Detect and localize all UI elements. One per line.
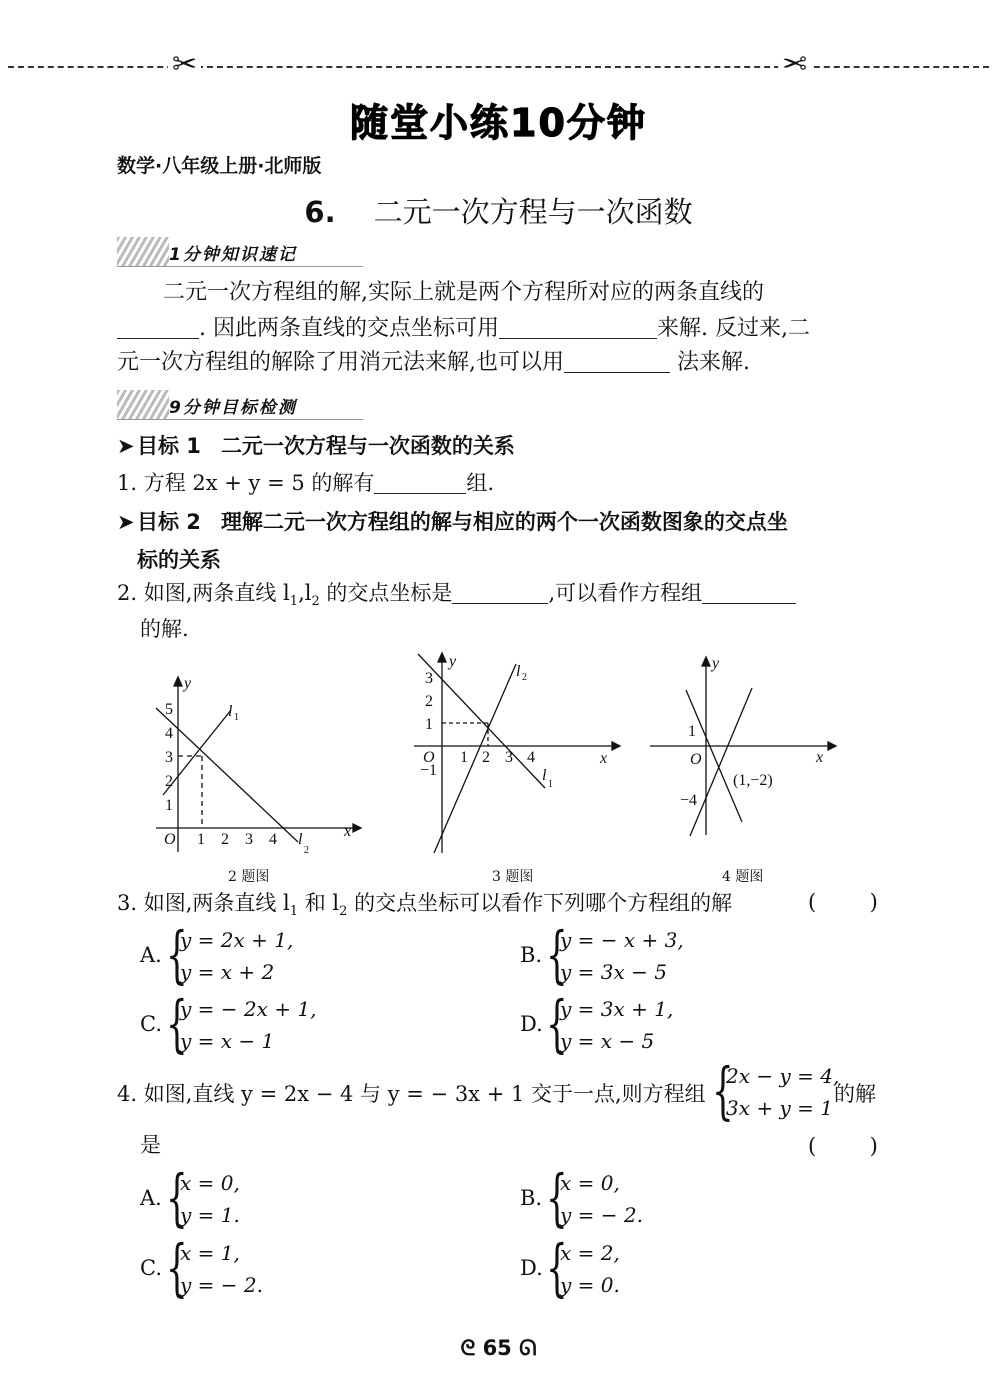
svg-text:1: 1	[548, 779, 553, 790]
svg-text:2: 2	[165, 773, 173, 790]
svg-text:5: 5	[165, 701, 173, 718]
scissors-left-icon: ✂	[168, 50, 201, 80]
figure-4-caption: 4 题图	[722, 869, 764, 885]
lesson-heading	[0, 190, 997, 231]
question-1: 1. 方程 2x + y = 5 的解有 组.	[117, 471, 495, 495]
svg-text:O: O	[164, 831, 176, 848]
page-number-block	[0, 1336, 997, 1361]
brace-icon: {	[166, 1161, 188, 1234]
svg-text:3: 3	[505, 749, 513, 766]
svg-text:l: l	[516, 663, 521, 680]
figure-2	[148, 672, 368, 857]
y-arrow-icon	[702, 657, 710, 666]
section-banner-check	[117, 390, 363, 420]
q4-option-d[interactable]: D.	[520, 1256, 543, 1280]
figure-3-caption: 3 题图	[492, 869, 534, 885]
svg-text:1: 1	[688, 723, 696, 740]
knowledge-line1: 二元一次方程组的解,实际上就是两个方程所对应的两条直线的	[163, 280, 764, 305]
svg-text:1: 1	[165, 797, 173, 814]
brace-icon: {	[546, 918, 568, 991]
brace-icon: {	[166, 918, 188, 991]
brace-icon: {	[712, 1054, 734, 1127]
brace-icon: {	[546, 1231, 568, 1304]
svg-text:(1,−2): (1,−2)	[733, 772, 773, 789]
banner-stripes	[117, 237, 169, 267]
svg-text:−4: −4	[680, 792, 698, 809]
question-2: 2. 如图,两条直线 $l_1,l_2$ 的交点坐标是 ,可以看作方程组	[117, 576, 796, 619]
question-4-tail: 的解	[834, 1082, 876, 1106]
y-arrow-icon	[174, 677, 182, 686]
arrow-icon: ➤	[117, 510, 135, 534]
lesson-number: 6.	[304, 195, 336, 229]
brace-icon: {	[546, 1161, 568, 1234]
svg-text:1: 1	[234, 712, 239, 723]
answer-blank[interactable]	[499, 316, 657, 339]
answer-paren[interactable]: ( )	[808, 890, 878, 914]
question-2-cont: 的解.	[140, 617, 189, 641]
svg-text:O: O	[423, 749, 435, 766]
svg-text:4: 4	[165, 725, 173, 742]
line-l1	[163, 710, 231, 795]
svg-text:x: x	[344, 823, 352, 840]
svg-text:x: x	[816, 749, 824, 766]
svg-text:1: 1	[460, 749, 468, 766]
section-banner-knowledge	[117, 237, 363, 267]
svg-text:y: y	[712, 655, 720, 672]
q3-option-b[interactable]: B.	[520, 943, 543, 967]
ornament-right-icon: ᘏ	[519, 1336, 537, 1360]
banner-label: 1分钟知识速记	[169, 245, 297, 265]
question-4: 4. 如图,直线 y = 2x − 4 与 y = − 3x + 1 交于一点,则方程组	[117, 1082, 706, 1106]
banner-stripes	[117, 390, 169, 420]
svg-text:1: 1	[425, 716, 433, 733]
q4-option-a[interactable]: A.	[140, 1186, 162, 1210]
line-l2	[156, 708, 298, 842]
lesson-title: 二元一次方程与一次函数	[373, 195, 693, 229]
svg-text:x: x	[600, 750, 608, 767]
page-title: 随堂小练10分钟	[350, 101, 647, 145]
q3-option-d[interactable]: D.	[520, 1012, 543, 1036]
svg-text:l: l	[298, 831, 303, 848]
page-number: 65	[482, 1336, 512, 1360]
svg-text:2: 2	[482, 749, 490, 766]
svg-text:4: 4	[527, 749, 535, 766]
q3-option-c[interactable]: C.	[140, 1012, 162, 1036]
svg-text:1: 1	[197, 831, 205, 848]
knowledge-line3: 元一次方程组的解除了用消元法来解,也可以用 法来解.	[117, 350, 750, 375]
y-arrow-icon	[438, 653, 446, 662]
x-arrow-icon	[353, 824, 361, 832]
figure-3	[412, 648, 622, 858]
q4-option-c[interactable]: C.	[140, 1256, 162, 1280]
answer-blank[interactable]	[452, 581, 548, 604]
svg-text:−1: −1	[420, 762, 438, 779]
brace-icon: {	[546, 987, 568, 1060]
figure-4	[648, 650, 848, 840]
q4-option-b[interactable]: B.	[520, 1186, 543, 1210]
svg-text:2: 2	[221, 831, 229, 848]
question-4-cont: 是	[140, 1133, 161, 1157]
svg-text:3: 3	[245, 831, 253, 848]
brace-icon: {	[166, 987, 188, 1060]
banner-label: 9分钟目标检测	[169, 398, 297, 418]
svg-text:y: y	[184, 675, 192, 692]
answer-blank[interactable]	[564, 350, 670, 373]
subject-label: 数学·八年级上册·北师版	[117, 155, 322, 177]
question-3: 3. 如图,两条直线 $l_1$ 和 $l_2$ 的交点坐标可以看作下列哪个方程组的解	[117, 891, 733, 920]
arrow-icon: ➤	[117, 434, 135, 458]
line-l2	[434, 664, 516, 853]
svg-text:l: l	[228, 703, 233, 720]
cut-line	[8, 66, 989, 68]
scissors-right-icon: ✂	[778, 50, 811, 80]
brace-icon: {	[166, 1231, 188, 1304]
answer-blank[interactable]	[374, 471, 466, 494]
svg-text:3: 3	[165, 749, 173, 766]
goal-2: ➤ 目标 2 理解二元一次方程组的解与相应的两个一次函数图象的交点坐	[117, 510, 788, 534]
x-arrow-icon	[828, 742, 836, 750]
svg-text:2: 2	[304, 845, 309, 856]
x-arrow-icon	[612, 742, 620, 750]
svg-text:l: l	[542, 767, 547, 784]
svg-text:4: 4	[269, 831, 277, 848]
q3-option-a[interactable]: A.	[140, 943, 162, 967]
svg-text:y: y	[449, 653, 457, 670]
goal-1: ➤ 目标 1 二元一次方程与一次函数的关系	[117, 434, 515, 458]
svg-text:2: 2	[522, 672, 527, 683]
figure-2-caption: 2 题图	[228, 869, 270, 885]
knowledge-line2: . 因此两条直线的交点坐标可用 来解. 反过来,二	[117, 312, 810, 346]
svg-text:3: 3	[425, 670, 433, 687]
ornament-left-icon: ᘓ	[460, 1336, 476, 1360]
svg-text:2: 2	[425, 693, 433, 710]
answer-paren[interactable]: ( )	[808, 1134, 878, 1158]
answer-blank[interactable]	[117, 316, 199, 339]
answer-blank[interactable]	[702, 581, 796, 604]
goal-2-cont: 标的关系	[137, 548, 221, 572]
svg-text:O: O	[690, 751, 702, 768]
